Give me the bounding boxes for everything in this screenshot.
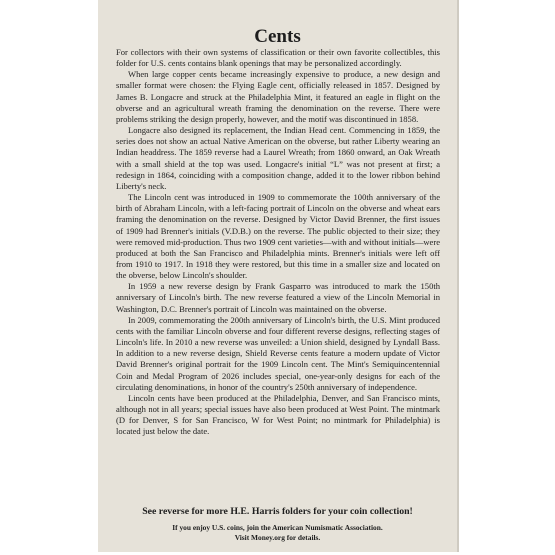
paragraph-mints: Lincoln cents have been produced at the Philadelphia, Denver, and San Francisco mints, although not in all years; special issues have also been produced at West Point. The mintmark (D for Denver, S for San Francisco, W for West Point; no mintmark for Philadelphia) is located just below the date. (116, 392, 440, 437)
footer-headline: See reverse for more H.E. Harris folders for your coin collection! (142, 506, 413, 517)
footer-note (98, 523, 457, 543)
footer-line-ana: If you enjoy U.S. coins, join the American Numismatic Association. (172, 523, 383, 532)
paragraph-2009-2010: In 2009, commemorating the 200th anniversary of Lincoln's birth, the U.S. Mint produced cents with the familiar Lincoln obverse and four different reverse designs, reflecting stages of Lincoln's life. In 2010 a new reverse was unveiled: a Union shield, designed by Lyndall Bass. In addition to a new reverse design, Shield Reverse cents feature a modern update of Victor David Brenner's original portrait for the 1909 Lincoln cent. The Mint's Semiquincentennial Coin and Medal Program of 2026 includes special, one-year-only designs for each of the circulating denominations, in honor of the country's 250th anniversary of independence. (116, 314, 440, 392)
body-text (116, 47, 440, 437)
footer-line-website: Visit Money.org for details. (234, 533, 321, 542)
page-title: Cents (254, 26, 301, 47)
paragraph-intro: For collectors with their own systems of classification or their own favorite collectibles, this folder for U.S. cents contains blank openings that may be personalized accordingly. (116, 47, 440, 69)
folder-page (98, 0, 457, 552)
paragraph-indian-head: Longacre also designed its replacement, the Indian Head cent. Commencing in 1859, the series does not show an actual Native American on the obverse, but rather Liberty wearing an Indian headdress. The 1859 reverse had a Laurel Wreath; from 1860 onward, an Oak Wreath with a small shield at the top was used. Longacre's initial “L” was not present at first; a redesign in 1864, coinciding with a composition change, added it to the lower ribbon behind Liberty's neck. (116, 125, 440, 191)
paragraph-lincoln-1909: The Lincoln cent was introduced in 1909 to commemorate the 100th anniversary of the birth of Abraham Lincoln, with a left-facing portrait of Lincoln on the obverse and wheat ears framing the denomination on the reverse. Designed by Victor David Brenner, the first issues of 1909 had Brenner's initials (V.D.B.) on the reverse. The public objected to their size; they were removed mid-production. Thus two 1909 cent varieties—with and without initials—were produced at both the San Francisco and Philadelphia mints. Brenner's initials were left off from 1910 to 1917. In 1918 they were restored, but this time in a smaller size and located on the obverse, below Lincoln's shoulder. (116, 192, 440, 281)
paragraph-flying-eagle: When large copper cents became increasingly expensive to produce, a new design and smaller format were chosen: the Flying Eagle cent, officially released in 1857. Designed by James B. Longacre and struck at the Philadelphia Mint, it featured an eagle in flight on the obverse and an agricultural wreath framing the denomination on the reverse. There were problems striking the design properly, however, and the motif was discontinued in 1858. (116, 69, 440, 124)
paragraph-lincoln-memorial: In 1959 a new reverse design by Frank Gasparro was introduced to mark the 150th anniversary of Lincoln's birth. The new reverse featured a view of the Lincoln Memorial in Washington, D.C. Brenner's portrait of Lincoln was maintained on the obverse. (116, 281, 440, 314)
